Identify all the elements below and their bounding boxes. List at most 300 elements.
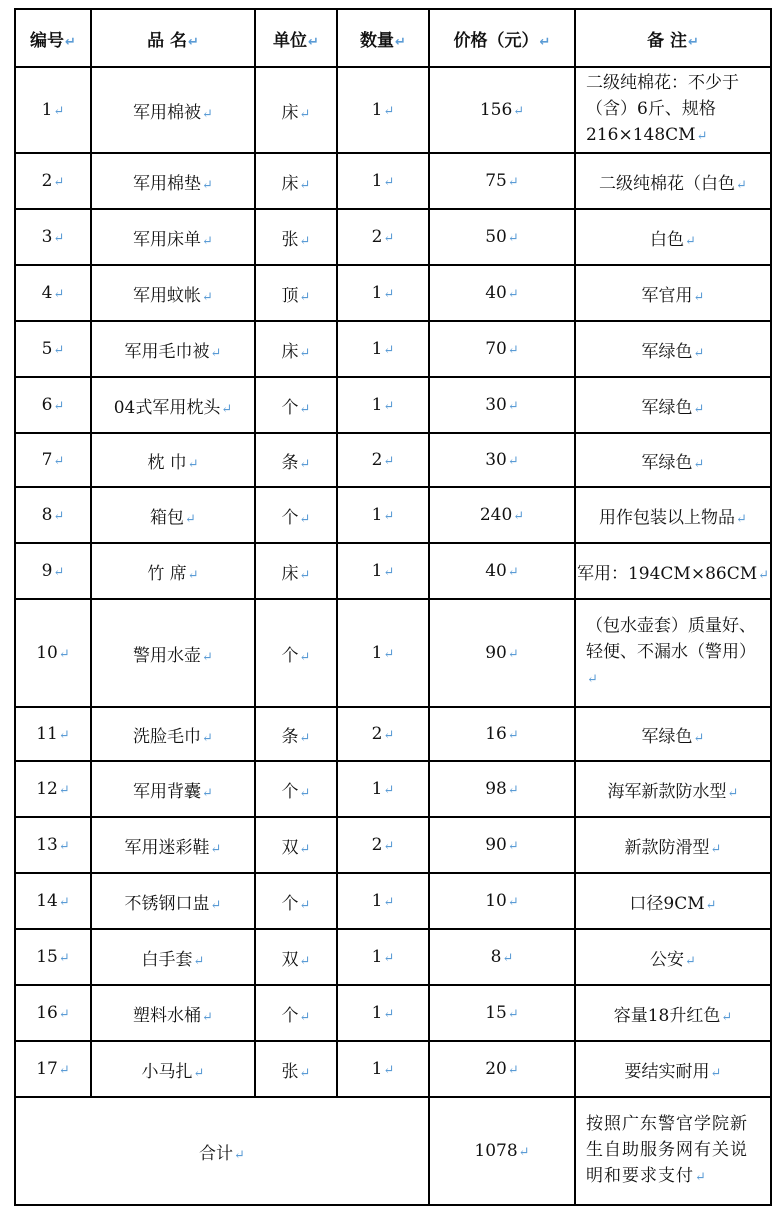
paragraph-mark-icon: ↵ bbox=[53, 104, 65, 119]
cell-price bbox=[429, 67, 575, 153]
cell-text: 军绿色 bbox=[641, 341, 693, 362]
paragraph-mark-icon: ↵ bbox=[202, 106, 213, 122]
cell-text: 16 bbox=[485, 724, 507, 744]
paragraph-mark-icon: ↵ bbox=[53, 399, 65, 414]
paragraph-mark-icon: ↵ bbox=[688, 34, 699, 50]
cell-price bbox=[429, 985, 575, 1041]
cell-price bbox=[429, 153, 575, 209]
cell-number bbox=[15, 873, 91, 929]
paragraph-mark-icon: ↵ bbox=[58, 839, 70, 854]
paragraph-mark-icon: ↵ bbox=[299, 345, 311, 361]
paragraph-mark-icon: ↵ bbox=[383, 454, 395, 469]
cell-unit bbox=[255, 817, 337, 873]
cell-text: 30 bbox=[485, 395, 507, 415]
cell-name bbox=[91, 599, 255, 707]
table-row bbox=[15, 153, 771, 209]
cell-unit bbox=[255, 873, 337, 929]
cell-text: 13 bbox=[36, 835, 58, 855]
cell-quantity bbox=[337, 543, 429, 599]
cell-remark bbox=[575, 209, 771, 265]
cell-remark bbox=[575, 761, 771, 817]
cell-quantity bbox=[337, 817, 429, 873]
cell-text: 塑料水桶 bbox=[133, 1005, 202, 1026]
cell-unit bbox=[255, 929, 337, 985]
cell-quantity bbox=[337, 707, 429, 761]
paragraph-mark-icon: ↵ bbox=[383, 895, 395, 910]
paragraph-mark-icon: ↵ bbox=[507, 647, 519, 662]
cell-text: 床 bbox=[281, 173, 299, 194]
paragraph-mark-icon: ↵ bbox=[695, 1170, 707, 1185]
cell-text: 8 bbox=[41, 505, 53, 525]
header-label: 备 注 bbox=[647, 30, 687, 51]
paragraph-mark-icon: ↵ bbox=[58, 1007, 70, 1022]
cell-quantity bbox=[337, 985, 429, 1041]
cell-text: 个 bbox=[281, 893, 299, 914]
cell-text: 1 bbox=[371, 171, 383, 191]
cell-price bbox=[429, 209, 575, 265]
paragraph-mark-icon: ↵ bbox=[299, 1065, 311, 1081]
cell-number bbox=[15, 377, 91, 433]
paragraph-mark-icon: ↵ bbox=[53, 509, 65, 524]
cell-text: 1 bbox=[371, 891, 383, 911]
paragraph-mark-icon: ↵ bbox=[507, 175, 519, 190]
paragraph-mark-icon: ↵ bbox=[299, 233, 311, 249]
paragraph-mark-icon: ↵ bbox=[299, 1009, 311, 1025]
paragraph-mark-icon: ↵ bbox=[383, 104, 395, 119]
paragraph-mark-icon: ↵ bbox=[507, 399, 519, 414]
paragraph-mark-icon: ↵ bbox=[58, 783, 70, 798]
cell-text: 1 bbox=[371, 947, 383, 967]
cell-unit bbox=[255, 67, 337, 153]
paragraph-mark-icon: ↵ bbox=[721, 1009, 733, 1025]
table-row bbox=[15, 433, 771, 487]
table-row bbox=[15, 321, 771, 377]
cell-quantity bbox=[337, 1041, 429, 1097]
cell-price bbox=[429, 265, 575, 321]
cell-text: 11 bbox=[36, 724, 58, 744]
cell-text: （包水壶套）质量好、轻便、不漏水（警用） bbox=[586, 616, 756, 662]
cell-text: 二级纯棉花：不少于（含）6斤、规格216×148CM bbox=[586, 73, 739, 145]
header-label: 品 名 bbox=[147, 30, 187, 51]
table-row bbox=[15, 929, 771, 985]
paragraph-mark-icon: ↵ bbox=[383, 647, 395, 662]
paragraph-mark-icon: ↵ bbox=[299, 511, 311, 527]
cell-text: 白色 bbox=[650, 229, 685, 250]
cell-text: 2 bbox=[371, 450, 383, 470]
cell-number bbox=[15, 67, 91, 153]
cell-quantity bbox=[337, 599, 429, 707]
cell-text: 顶 bbox=[281, 285, 299, 306]
cell-text: 个 bbox=[281, 1005, 299, 1026]
cell-number bbox=[15, 599, 91, 707]
paragraph-mark-icon: ↵ bbox=[58, 728, 70, 743]
cell-text: 用作包装以上物品 bbox=[599, 507, 736, 528]
cell-text: 军绿色 bbox=[641, 452, 693, 473]
cell-text: 床 bbox=[281, 102, 299, 123]
total-row bbox=[15, 1097, 771, 1205]
paragraph-mark-icon: ↵ bbox=[507, 454, 519, 469]
cell-remark bbox=[575, 377, 771, 433]
cell-text: 要结实耐用 bbox=[624, 1061, 710, 1082]
cell-number bbox=[15, 265, 91, 321]
paragraph-mark-icon: ↵ bbox=[383, 287, 395, 302]
header-label: 单位 bbox=[273, 30, 308, 51]
paragraph-mark-icon: ↵ bbox=[507, 839, 519, 854]
paragraph-mark-icon: ↵ bbox=[65, 34, 76, 50]
cell-text: 军用迷彩鞋 bbox=[124, 837, 210, 858]
cell-unit bbox=[255, 265, 337, 321]
paragraph-mark-icon: ↵ bbox=[234, 1147, 245, 1163]
cell-text: 条 bbox=[281, 452, 299, 473]
cell-number bbox=[15, 543, 91, 599]
cell-text: 白手套 bbox=[141, 949, 193, 970]
cell-text: 1078 bbox=[474, 1141, 518, 1161]
cell-text: 4 bbox=[41, 283, 53, 303]
cell-text: 1 bbox=[371, 1059, 383, 1079]
table-row bbox=[15, 67, 771, 153]
cell-price bbox=[429, 929, 575, 985]
paragraph-mark-icon: ↵ bbox=[185, 511, 196, 527]
cell-unit bbox=[255, 209, 337, 265]
cell-text: 箱包 bbox=[150, 507, 185, 528]
cell-text: 1 bbox=[371, 100, 383, 120]
cell-text: 二级纯棉花（白色 bbox=[599, 173, 736, 194]
paragraph-mark-icon: ↵ bbox=[736, 511, 747, 527]
paragraph-mark-icon: ↵ bbox=[53, 454, 65, 469]
cell-remark bbox=[575, 487, 771, 543]
paragraph-mark-icon: ↵ bbox=[587, 672, 598, 687]
cell-quantity bbox=[337, 873, 429, 929]
total-remark bbox=[575, 1097, 771, 1205]
paragraph-mark-icon: ↵ bbox=[513, 104, 525, 119]
cell-name bbox=[91, 265, 255, 321]
paragraph-mark-icon: ↵ bbox=[210, 345, 222, 361]
supply-list-table bbox=[14, 8, 772, 1206]
cell-text: 90 bbox=[485, 643, 507, 663]
paragraph-mark-icon: ↵ bbox=[193, 1065, 205, 1081]
cell-number bbox=[15, 321, 91, 377]
paragraph-mark-icon: ↵ bbox=[693, 730, 705, 746]
cell-text: 12 bbox=[36, 779, 58, 799]
cell-text: 军用床单 bbox=[133, 229, 202, 250]
paragraph-mark-icon: ↵ bbox=[299, 841, 311, 857]
cell-name bbox=[91, 487, 255, 543]
cell-number bbox=[15, 707, 91, 761]
paragraph-mark-icon: ↵ bbox=[710, 841, 722, 857]
paragraph-mark-icon: ↵ bbox=[202, 730, 213, 746]
cell-unit bbox=[255, 1041, 337, 1097]
cell-text: 90 bbox=[485, 835, 507, 855]
cell-text: 04式军用枕头 bbox=[113, 397, 221, 418]
paragraph-mark-icon: ↵ bbox=[727, 785, 739, 801]
cell-text: 2 bbox=[41, 171, 53, 191]
paragraph-mark-icon: ↵ bbox=[507, 895, 519, 910]
paragraph-mark-icon: ↵ bbox=[210, 897, 222, 913]
cell-name bbox=[91, 929, 255, 985]
cell-text: 1 bbox=[371, 1003, 383, 1023]
cell-unit bbox=[255, 985, 337, 1041]
paragraph-mark-icon: ↵ bbox=[507, 1007, 519, 1022]
cell-text: 2 bbox=[371, 724, 383, 744]
paragraph-mark-icon: ↵ bbox=[507, 783, 519, 798]
cell-remark bbox=[575, 153, 771, 209]
cell-name bbox=[91, 707, 255, 761]
table-row bbox=[15, 543, 771, 599]
cell-remark bbox=[575, 433, 771, 487]
cell-quantity bbox=[337, 209, 429, 265]
cell-name bbox=[91, 873, 255, 929]
cell-quantity bbox=[337, 153, 429, 209]
paragraph-mark-icon: ↵ bbox=[383, 951, 395, 966]
cell-number bbox=[15, 1041, 91, 1097]
cell-quantity bbox=[337, 321, 429, 377]
cell-text: 竹 席 bbox=[147, 563, 187, 584]
paragraph-mark-icon: ↵ bbox=[539, 34, 551, 50]
paragraph-mark-icon: ↵ bbox=[53, 343, 65, 358]
cell-text: 17 bbox=[36, 1059, 58, 1079]
cell-quantity bbox=[337, 67, 429, 153]
table-row bbox=[15, 487, 771, 543]
cell-text: 军用棉垫 bbox=[133, 173, 202, 194]
cell-unit bbox=[255, 487, 337, 543]
cell-text: 个 bbox=[281, 645, 299, 666]
cell-remark bbox=[575, 543, 771, 599]
cell-quantity bbox=[337, 265, 429, 321]
paragraph-mark-icon: ↵ bbox=[395, 34, 406, 50]
cell-price bbox=[429, 543, 575, 599]
table-row bbox=[15, 817, 771, 873]
cell-text: 3 bbox=[41, 227, 53, 247]
cell-text: 军用背囊 bbox=[133, 781, 202, 802]
paragraph-mark-icon: ↵ bbox=[693, 289, 705, 305]
paragraph-mark-icon: ↵ bbox=[685, 233, 696, 249]
cell-text: 7 bbox=[41, 450, 53, 470]
paragraph-mark-icon: ↵ bbox=[299, 456, 311, 472]
cell-name bbox=[91, 321, 255, 377]
total-label bbox=[15, 1097, 429, 1205]
paragraph-mark-icon: ↵ bbox=[383, 728, 395, 743]
cell-name bbox=[91, 543, 255, 599]
cell-text: 军用棉被 bbox=[133, 102, 202, 123]
paragraph-mark-icon: ↵ bbox=[193, 953, 205, 969]
cell-text: 20 bbox=[485, 1059, 507, 1079]
cell-text: 军用毛巾被 bbox=[124, 341, 210, 362]
table-row bbox=[15, 599, 771, 707]
paragraph-mark-icon: ↵ bbox=[210, 841, 222, 857]
paragraph-mark-icon: ↵ bbox=[299, 953, 311, 969]
paragraph-mark-icon: ↵ bbox=[518, 1145, 530, 1160]
paragraph-mark-icon: ↵ bbox=[383, 231, 395, 246]
cell-number bbox=[15, 487, 91, 543]
col-header-remark bbox=[575, 9, 771, 67]
paragraph-mark-icon: ↵ bbox=[202, 233, 213, 249]
paragraph-mark-icon: ↵ bbox=[58, 647, 70, 662]
cell-text: 床 bbox=[281, 563, 299, 584]
table-row bbox=[15, 377, 771, 433]
paragraph-mark-icon: ↵ bbox=[383, 399, 395, 414]
cell-quantity bbox=[337, 929, 429, 985]
cell-text: 不锈钢口盅 bbox=[124, 893, 210, 914]
table-row bbox=[15, 873, 771, 929]
cell-remark bbox=[575, 265, 771, 321]
cell-name bbox=[91, 1041, 255, 1097]
cell-number bbox=[15, 817, 91, 873]
paragraph-mark-icon: ↵ bbox=[53, 175, 65, 190]
table-row bbox=[15, 1041, 771, 1097]
cell-text: 合计 bbox=[199, 1143, 234, 1164]
cell-text: 1 bbox=[371, 339, 383, 359]
paragraph-mark-icon: ↵ bbox=[58, 1063, 70, 1078]
cell-text: 警用水壶 bbox=[133, 645, 202, 666]
cell-unit bbox=[255, 153, 337, 209]
paragraph-mark-icon: ↵ bbox=[299, 730, 311, 746]
col-header-price bbox=[429, 9, 575, 67]
paragraph-mark-icon: ↵ bbox=[58, 895, 70, 910]
cell-text: 军绿色 bbox=[641, 726, 693, 747]
cell-number bbox=[15, 433, 91, 487]
cell-text: 2 bbox=[371, 227, 383, 247]
cell-name bbox=[91, 985, 255, 1041]
cell-text: 70 bbox=[485, 339, 507, 359]
paragraph-mark-icon: ↵ bbox=[308, 34, 319, 50]
cell-text: 1 bbox=[371, 561, 383, 581]
paragraph-mark-icon: ↵ bbox=[507, 728, 519, 743]
paragraph-mark-icon: ↵ bbox=[383, 1063, 395, 1078]
cell-text: 条 bbox=[281, 726, 299, 747]
cell-name bbox=[91, 209, 255, 265]
cell-text: 30 bbox=[485, 450, 507, 470]
paragraph-mark-icon: ↵ bbox=[693, 456, 705, 472]
cell-text: 1 bbox=[371, 779, 383, 799]
paragraph-mark-icon: ↵ bbox=[299, 567, 311, 583]
cell-name bbox=[91, 817, 255, 873]
cell-remark bbox=[575, 929, 771, 985]
cell-unit bbox=[255, 761, 337, 817]
cell-text: 新款防滑型 bbox=[624, 837, 710, 858]
paragraph-mark-icon: ↵ bbox=[383, 1007, 395, 1022]
cell-text: 240 bbox=[479, 505, 513, 525]
paragraph-mark-icon: ↵ bbox=[383, 783, 395, 798]
paragraph-mark-icon: ↵ bbox=[507, 1063, 519, 1078]
cell-text: 容量18升红色 bbox=[613, 1005, 721, 1026]
paragraph-mark-icon: ↵ bbox=[53, 231, 65, 246]
paragraph-mark-icon: ↵ bbox=[736, 177, 747, 193]
paragraph-mark-icon: ↵ bbox=[299, 649, 311, 665]
paragraph-mark-icon: ↵ bbox=[53, 287, 65, 302]
paragraph-mark-icon: ↵ bbox=[299, 106, 311, 122]
cell-unit bbox=[255, 599, 337, 707]
table-row bbox=[15, 209, 771, 265]
cell-text: 个 bbox=[281, 397, 299, 418]
cell-text: 军用：194CM×86CM bbox=[576, 563, 758, 584]
cell-unit bbox=[255, 707, 337, 761]
cell-price bbox=[429, 817, 575, 873]
cell-price bbox=[429, 321, 575, 377]
cell-text: 公安 bbox=[650, 949, 685, 970]
cell-text: 1 bbox=[371, 505, 383, 525]
cell-name bbox=[91, 433, 255, 487]
cell-price bbox=[429, 599, 575, 707]
cell-text: 张 bbox=[281, 1061, 299, 1082]
paragraph-mark-icon: ↵ bbox=[202, 177, 213, 193]
cell-text: 小马扎 bbox=[141, 1061, 193, 1082]
cell-text: 2 bbox=[371, 835, 383, 855]
cell-text: 1 bbox=[41, 100, 53, 120]
total-price bbox=[429, 1097, 575, 1205]
paragraph-mark-icon: ↵ bbox=[202, 649, 213, 665]
col-header-quantity bbox=[337, 9, 429, 67]
cell-quantity bbox=[337, 433, 429, 487]
paragraph-mark-icon: ↵ bbox=[507, 287, 519, 302]
cell-quantity bbox=[337, 377, 429, 433]
paragraph-mark-icon: ↵ bbox=[507, 231, 519, 246]
cell-text: 9 bbox=[41, 561, 53, 581]
cell-number bbox=[15, 985, 91, 1041]
cell-text: 海军新款防水型 bbox=[607, 781, 727, 802]
cell-remark bbox=[575, 873, 771, 929]
cell-name bbox=[91, 377, 255, 433]
paragraph-mark-icon: ↵ bbox=[693, 401, 705, 417]
cell-price bbox=[429, 1041, 575, 1097]
cell-price bbox=[429, 707, 575, 761]
cell-text: 15 bbox=[36, 947, 58, 967]
cell-price bbox=[429, 873, 575, 929]
cell-text: 6 bbox=[41, 395, 53, 415]
cell-unit bbox=[255, 377, 337, 433]
cell-text: 40 bbox=[485, 561, 507, 581]
cell-text: 40 bbox=[485, 283, 507, 303]
cell-text: 16 bbox=[36, 1003, 58, 1023]
cell-text: 14 bbox=[36, 891, 58, 911]
paragraph-mark-icon: ↵ bbox=[758, 567, 770, 583]
cell-remark bbox=[575, 1041, 771, 1097]
cell-text: 8 bbox=[490, 947, 502, 967]
cell-text: 10 bbox=[36, 643, 58, 663]
cell-text: 双 bbox=[281, 949, 299, 970]
table-row bbox=[15, 265, 771, 321]
paragraph-mark-icon: ↵ bbox=[502, 951, 514, 966]
paragraph-mark-icon: ↵ bbox=[53, 565, 65, 580]
paragraph-mark-icon: ↵ bbox=[383, 175, 395, 190]
paragraph-mark-icon: ↵ bbox=[710, 1065, 722, 1081]
paragraph-mark-icon: ↵ bbox=[202, 289, 213, 305]
paragraph-mark-icon: ↵ bbox=[299, 289, 311, 305]
cell-price bbox=[429, 433, 575, 487]
cell-remark bbox=[575, 707, 771, 761]
paragraph-mark-icon: ↵ bbox=[299, 785, 311, 801]
cell-name bbox=[91, 67, 255, 153]
cell-unit bbox=[255, 321, 337, 377]
cell-number bbox=[15, 929, 91, 985]
paragraph-mark-icon: ↵ bbox=[693, 345, 705, 361]
cell-number bbox=[15, 761, 91, 817]
paragraph-mark-icon: ↵ bbox=[513, 509, 525, 524]
header-label: 编号 bbox=[30, 30, 65, 51]
cell-number bbox=[15, 209, 91, 265]
cell-number bbox=[15, 153, 91, 209]
cell-text: 张 bbox=[281, 229, 299, 250]
cell-name bbox=[91, 761, 255, 817]
paragraph-mark-icon: ↵ bbox=[705, 897, 717, 913]
header-label: 价格（元） bbox=[453, 30, 539, 51]
cell-text: 1 bbox=[371, 643, 383, 663]
col-header-name bbox=[91, 9, 255, 67]
cell-text: 按照广东警官学院新生自助服务网有关说明和要求支付 bbox=[586, 1114, 748, 1186]
cell-remark bbox=[575, 67, 771, 153]
paragraph-mark-icon: ↵ bbox=[383, 839, 395, 854]
cell-text: 5 bbox=[41, 339, 53, 359]
paragraph-mark-icon: ↵ bbox=[299, 401, 311, 417]
